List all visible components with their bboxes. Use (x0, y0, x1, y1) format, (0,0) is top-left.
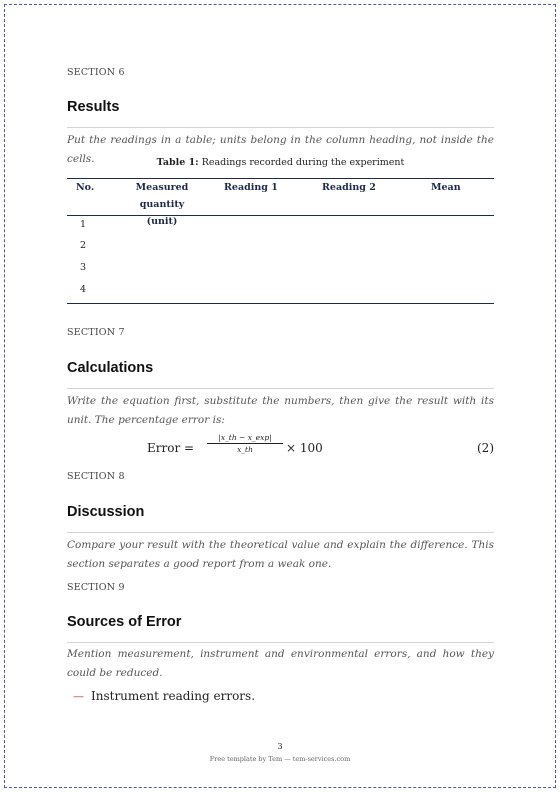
section-heading: Calculations (67, 360, 154, 376)
equation-lhs: Error = (147, 441, 195, 455)
section-heading: Results (67, 99, 120, 115)
section-label: SECTION 7 (67, 327, 125, 338)
table-header-reading-1: Reading 1 (224, 182, 278, 193)
table-header-mean: Mean (431, 182, 461, 193)
bullet-dash-icon: — (73, 690, 84, 703)
table-row-number: 2 (80, 240, 87, 251)
section-heading: Sources of Error (67, 614, 182, 630)
section-note: Mention measurement, instrument and environmental errors, and how they could be reduced. (67, 648, 494, 679)
table-header-no: No. (76, 182, 95, 193)
table-header-reading-2: Reading 2 (322, 182, 376, 193)
section-label: SECTION 8 (67, 471, 125, 482)
table-row-number: 3 (80, 262, 87, 273)
table-header-rule (67, 215, 494, 216)
table-caption-text: Readings recorded during the experiment (198, 157, 405, 168)
table-header-quantity: Measured quantity (unit) (135, 182, 189, 227)
section-label: SECTION 9 (67, 582, 125, 593)
equation-rhs: × 100 (286, 441, 323, 455)
table-bottom-rule (67, 303, 494, 304)
equation-denominator: x_th (237, 445, 253, 454)
equation-number: (2) (477, 441, 494, 455)
bullet-text: Instrument reading errors. (91, 689, 256, 703)
table-caption-label: Table 1: (156, 157, 199, 168)
page-footer: Free template by Tem — tem-services.com (209, 755, 351, 763)
section-note: Compare your result with the theoretical value and explain the difference. This section separates a good report from a weak one. (67, 539, 494, 570)
equation-fraction (207, 433, 283, 454)
section-note: Put the readings in a table; units belong in the column heading, not inside the cells. (67, 134, 494, 165)
heading-rule (67, 642, 494, 643)
percentage-error-equation (67, 433, 494, 463)
table-row-number: 4 (80, 284, 87, 295)
section-heading: Discussion (67, 504, 145, 520)
heading-rule (67, 532, 494, 533)
table-caption (67, 157, 494, 168)
heading-rule (67, 127, 494, 128)
section-note: Write the equation first, substitute the numbers, then give the result with its unit. The percentage error is: (67, 395, 494, 426)
section-label: SECTION 6 (67, 67, 125, 78)
heading-rule (67, 388, 494, 389)
equation-numerator: |x_th − x_exp| (207, 433, 283, 444)
page-number: 3 (277, 742, 283, 751)
table-row-number: 1 (80, 219, 87, 230)
